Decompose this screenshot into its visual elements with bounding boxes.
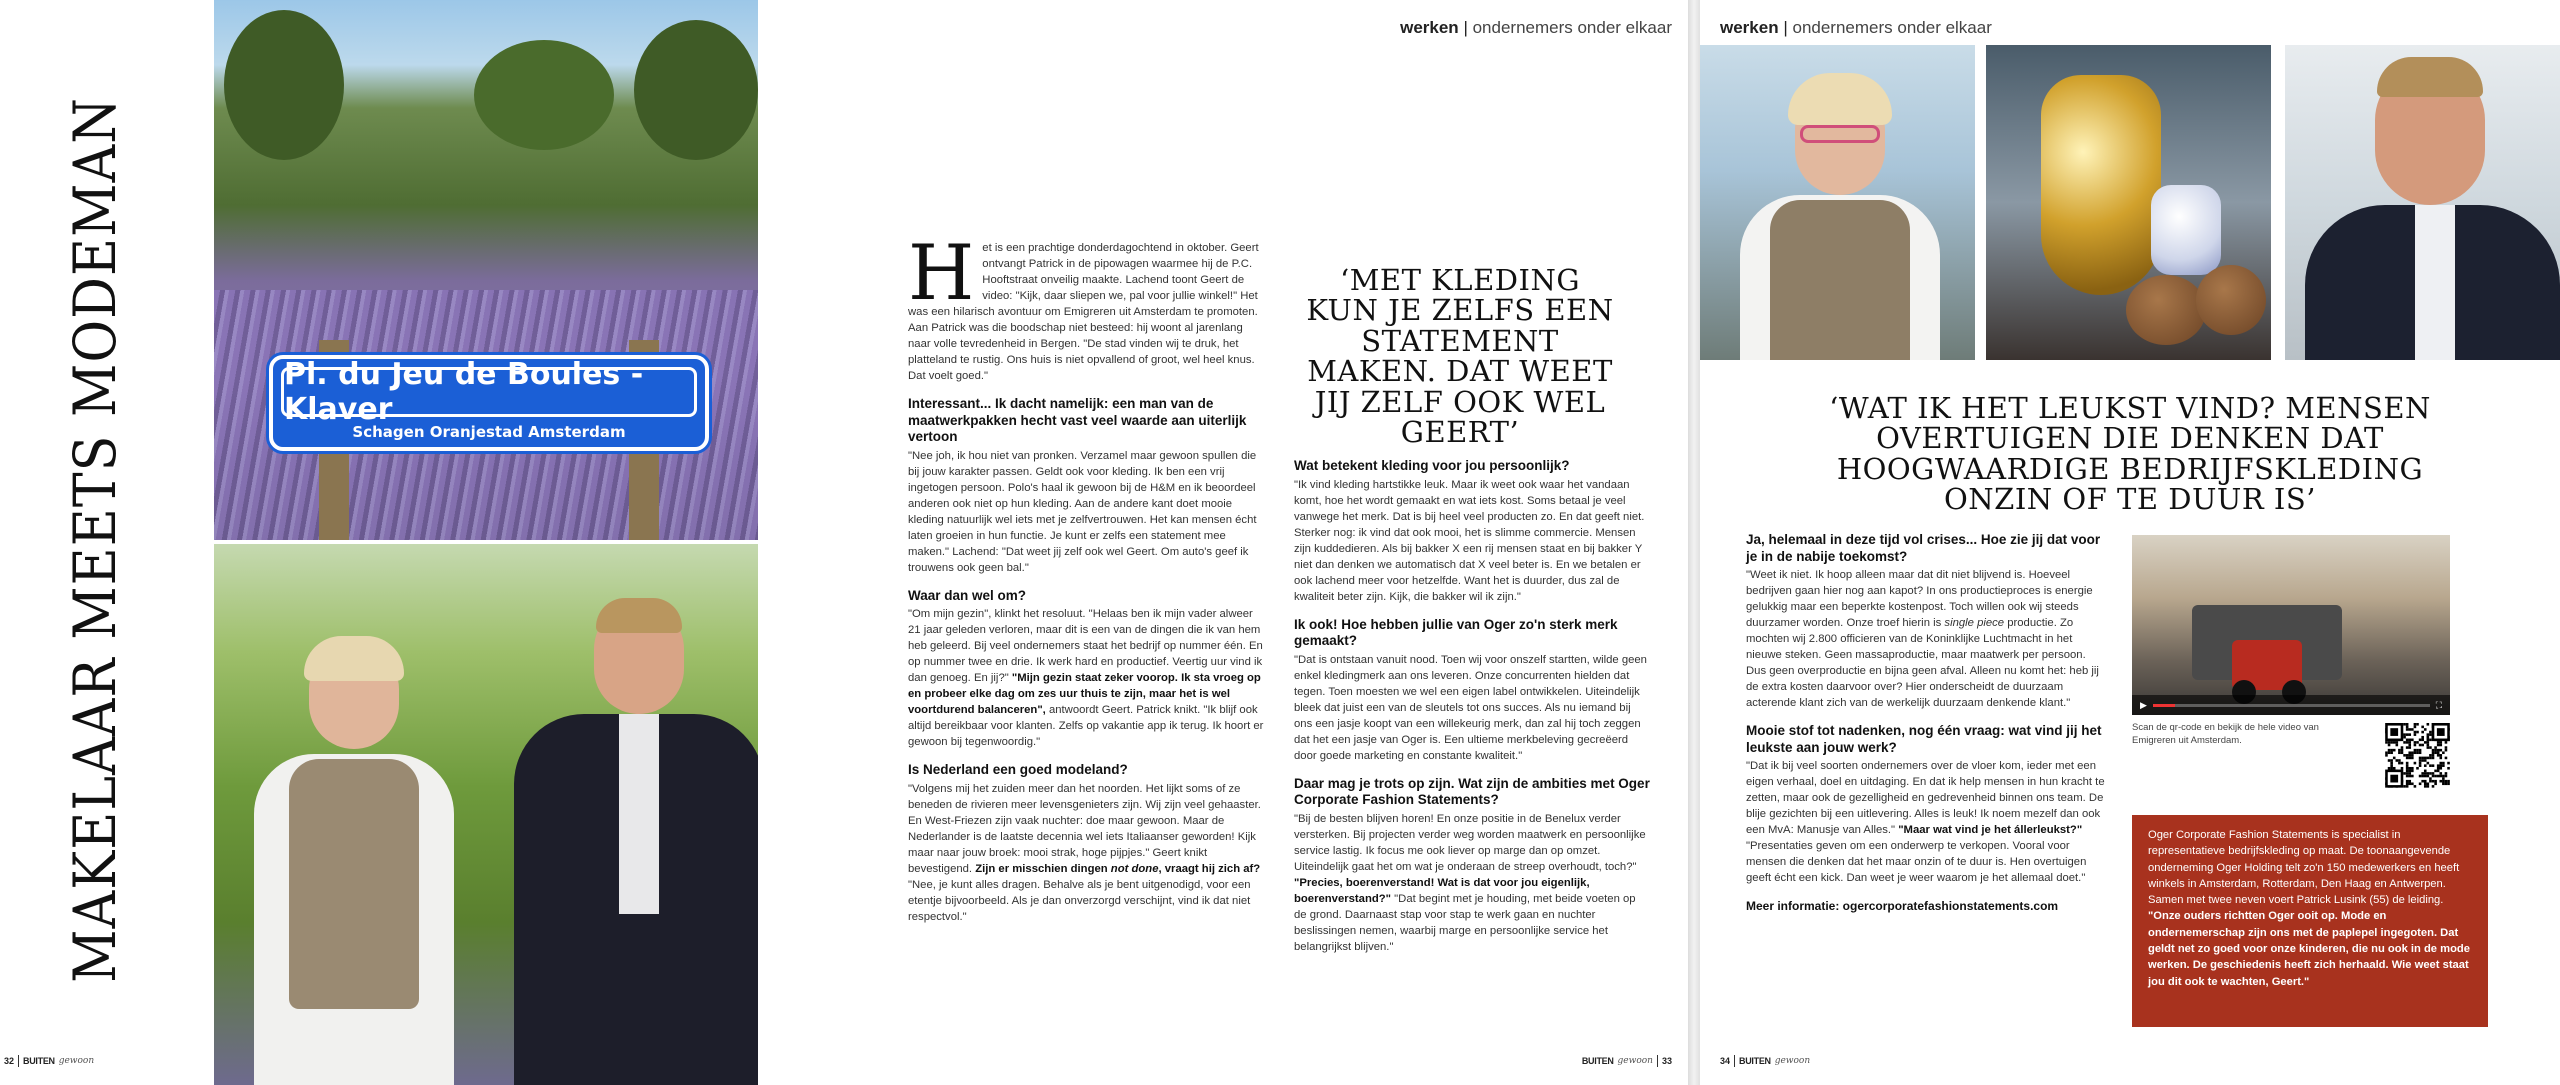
question: Waar dan wel om? [908,587,1027,603]
photo-geert-portrait [1700,45,1975,360]
question: Wat betekent kleding voor jou persoonlijk? [1294,458,1570,473]
folio-right: 34 BUITEN gewoon [1720,1056,1811,1066]
pull-quote-2: ‘WAT IK HET LEUKST VIND? MENSEN OVERTUIGEN DIE DENKEN DAT HOOGWAARDIGE BEDRIJFSKLEDING ONZIN OF TE DUUR IS’ [1829,391,2431,517]
video-controls[interactable] [2132,695,2450,715]
video-thumbnail[interactable] [2132,535,2450,715]
answer: "Bij de besten blijven horen! En onze positie in de Benelux verder versterken. Bij projecten verder weg worden maatwerk en persoonlijke service lastig. Ik focus me ook liever op marge dan op omzet. Uiteindelijk gaat het om wat je onderaan de streep overhoudt, toch?" "Precies, boerenverstand! Wat is dat voor jou eigenlijk, boerenverstand?" "Dat begint met je houding, met beide voeten op de grond. Daarnaast stap voor stap te werk gaan en nuchter beslissingen nemen, waarbij marge en persoonlijke service het belangrijkst blijven." [1294,812,1646,953]
question: Interessant... Ik dacht namelijk: een man van de maatwerkpakken hecht vast veel waarde aan uiterlijk vertoon [908,396,1247,444]
answer: "Ik vind kleding hartstikke leuk. Maar ik weet ook waar het vandaan komt, hoe het wordt gemaakt en wat iets kost. Soms betaal je veel vanwege het merk. Dat is bij heel veel producten zo. En dat geeft niet. Sterker nog: ik vind dat ook mooi, het is slimme commercie. Mensen zijn kuddedieren. Als bij bakker X een rij mensen staat en bij bakker Y niet dan denken we automatisch dat X veel beter is. En we betalen er ook lachend meer voor hetzelfde. Want het is duurder, dus zal de kwaliteit beter zijn. Kijk, die bakker wil ik zijn." [1294,478,1645,603]
article-column-2 [1294,458,1650,967]
answer: "Dat is ontstaan vanuit nood. Toen wij voor onszelf startten, wilde geen enkel kledingmerk aan ons leveren. Onze concurrenten hielden dat tegen. Toen moesten we wel een eigen label ontwikkelen. Uiteindelijk bleek dat juist een van de sleutels tot ons succes. Als nu iemand bij ons een jasje koopt van een willekeurig merk, dan zal hij toch zeggen dat het een jasje van Oger is. Een ultieme merkbeleving gecreëerd door goede marketing en constante kwaliteit." [1294,653,1647,762]
article-column-3 [1746,532,2108,917]
question: Is Nederland een goed modeland? [908,762,1128,777]
answer: "Weet ik niet. Ik hoop alleen maar dat dit niet blijvend is. Hoeveel bedrijven gaan hier nog aan kapot? In ons productieproces is energie gelukkig maar een beperkte kostenpost. Toch willen ook wij steeds duurzamer worden. Onze troef hierin is single piece productie. Zo mochten wij 2.800 officieren van de Koninklijke Luchtmacht in het nieuwe steken. Geen massaproductie, maar maatwerk per persoon. Dus geen overproductie en bijna geen afval. Alleen nu komt het: heb jij de extra kosten daarvoor over? Hier onderscheidt de duurzaam acterende klant zich van de werkelijk duurzaam denkende klant." [1746,569,2099,709]
answer: "Dat ik bij veel soorten ondernemers over de vloer kom, ieder met een eigen verhaal, doel en uitdaging. En dat ik help mensen in hun kracht te zetten, maar ook de gezelligheid en gedrevenheid binnen ons team. De blije gezichten bij een uitlevering. Alles is leuk! Ik noem mezelf dan ook een MvA: Manusje van Alles." "Maar wat vind je het állerleukst?" "Presentaties geven om een onderwerp te verkopen. Vooral voor mensen die denken dat het maar onzin of te duur is. Hen overtuigen geeft écht een kick. Dan weet je weer waarom je het allemaal doet." [1746,760,2105,884]
running-head-left: werken | ondernemers onder elkaar [1400,18,1672,37]
answer: "Om mijn gezin", klinkt het resoluut. "Helaas ben ik mijn vader alweer 21 jaar geleden verloren, maar dit is een van de dingen die ik van hem heb geleerd. Bij veel ondernemers staat het bedrijf op nummer één. En op nummer twee en drie. Ik werk hard en productief. Veertig uur vind ik dan genoeg. En jij?" "Mijn gezin staat zeker voorop. Ik sta vroeg op en probeer elke dag om zes uur thuis te zijn, maar het is wel voortdurend balanceren", antwoordt Geert. Patrick knikt. "Ik blijf ook altijd bereikbaar voor klanten. Zelfs op vakantie app ik terug. Ik hoort er gewoon bij tegenwoordig." [908,608,1264,748]
more-info-line: Meer informatie: ogercorporatefashionstatements.com [1746,899,2059,913]
street-sign: Pl. du Jeu de Boules -Klaver Schagen Oranjestad Amsterdam [269,355,709,451]
question: Daar mag je trots op zijn. Wat zijn de ambities met Oger Corporate Fashion Statements? [1294,775,1650,807]
vertical-headline: MAKELAAR MEETS MODEMAN [61,97,129,983]
question: Mooie stof tot nadenken, nog één vraag: wat vind jij het leukste aan jouw werk? [1746,723,2102,755]
spread-gutter [1688,0,1700,1085]
photo-patrick-portrait [2285,45,2560,360]
video-caption: Scan de qr-code en bekijk de hele video van Emigreren uit Amsterdam. [2132,722,2319,746]
question: Ja, helemaal in deze tijd vol crises... Hoe zie jij dat voor je in de nabije toekomst? [1746,532,2101,564]
video-progress-bar[interactable] [2153,704,2430,707]
pull-quote-1: ‘MET KLEDING KUN JE ZELFS EEN STATEMENT MAKEN. DAT WEET JIJ ZELF OOK WEL GEERT’ [1306,263,1614,450]
company-info-box: Oger Corporate Fashion Statements is specialist in representatieve bedrijfskleding op maat. De toonaangevende onderneming Oger Holding telt zo'n 150 medewerkers en heeft winkels in Amsterdam, Rotterdam, Den Haag en Antwerpen. Samen met twee neven voert Patrick Lusink (55) de leiding. "Onze ouders richtten Oger ooit op. Mode en ondernemerschap zijn ons met de paplepel ingegoten. Dat geldt net zo goed voor onze kinderen, die nu ook in de mode werken. De geschiedenis heeft zich herhaald. Wie weet staat jou dit ook te wachten, Geert." [2132,815,2488,1027]
play-icon[interactable]: ▶ [2140,699,2147,710]
answer: "Volgens mij het zuiden meer dan het noorden. Het lijkt soms of ze beneden de rivieren meer levensgenieters zijn. Wij zijn veel gehaaster. En West-Friezen zijn vaak nuchter: doe maar gewoon. Maar de Nederlander is de laatste decennia wel iets Italiaanser geworden! Kijk maar naar jouw broek: mooi strak, hoge pijpjes." Geert knikt bevestigend. Zijn er misschien dingen not done, vraagt hij zich af? "Nee, je kunt alles dragen. Behalve als je bent uitgenodigd, voor een etentje bijvoorbeeld. Als je dan onverzorgd verschijnt, vind ik dat niet respectvol." [908,782,1261,923]
folio-left: 32 BUITEN gewoon [4,1056,95,1066]
right-page [1700,0,2560,1085]
photo-lavender-sign [214,0,758,540]
folio-middle: BUITEN gewoon 33 [1581,1056,1672,1066]
photo-two-men [214,544,758,1085]
intro-paragraph: Het is een prachtige donderdagochtend in oktober. Geert ontvangt Patrick in de pipowagen waarmee hij de P.C. Hooftstraat onveilig maakte. Lachend toont Geert de video: "Kijk, daar sliepen we, pal voor jullie winkel!" Het was een hilarisch avontuur om Emigreren uit Amsterdam te promoten. Aan Patrick was die boodschap niet besteed: hij woont al jarenlang naar volle tevredenheid in Bergen. "De stad vinden wij te druk, het platteland te rustig. Ons huis is niet opvallend of groot, wel heel knus. Dat voelt goed." [908,228,1259,382]
question: Ik ook! Hoe hebben jullie van Oger zo'n sterk merk gemaakt? [1294,616,1618,648]
article-column-1 [908,228,1266,937]
photo-teapot-still-life [1986,45,2271,360]
qr-code-icon[interactable] [2385,723,2450,798]
answer: "Nee joh, ik hou niet van pronken. Verzamel maar gewoon spullen die bij jouw karakter passen. Geldt ook voor kleding. Ik ben een vrij ingetogen persoon. Polo's haal ik gewoon bij de H&M en ik beoordeel anderen ook niet op hun kleding. Aan de andere kant doet mooie kleding natuurlijk wel iets met je zelfvertrouwen. Het kan mensen écht laten groeien in hun functie. Je kunt er zelfs een statement mee maken." Lachend: "Dat weet jij zelf ook wel Geert. Om auto's geef ik trouwens ook geen bal." [908,449,1257,574]
running-head-right: werken | ondernemers onder elkaar [1720,18,1992,37]
fullscreen-icon[interactable]: ⛶ [2435,699,2442,710]
